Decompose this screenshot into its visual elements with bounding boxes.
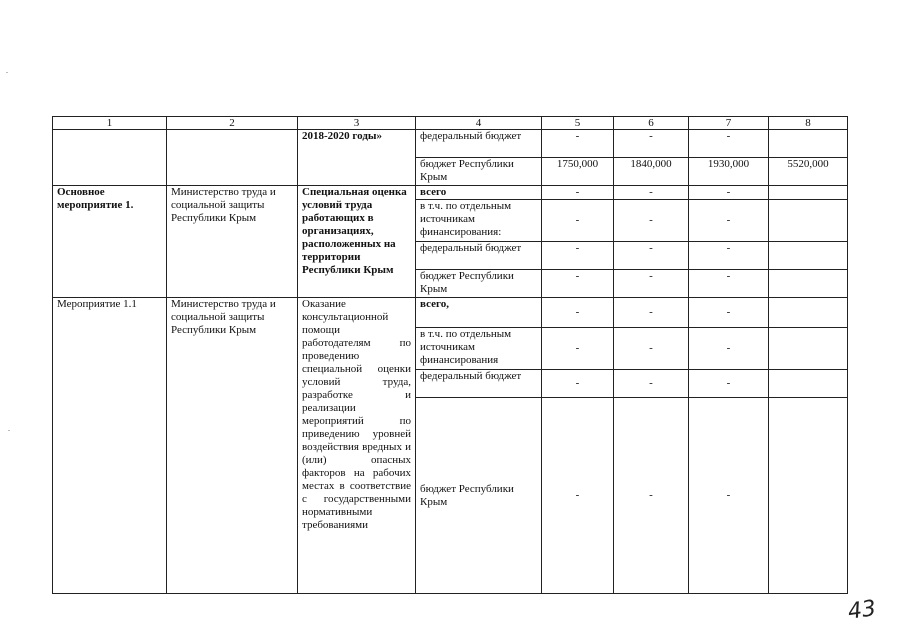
value-cell — [769, 200, 848, 242]
scan-speck — [8, 430, 10, 431]
value-cell: - — [542, 270, 614, 298]
handwritten-page-number: 43 — [846, 596, 878, 625]
executor-cell — [167, 130, 298, 186]
funding-source-cell: бюджет Республики Крым — [416, 398, 542, 594]
value-cell: - — [689, 370, 769, 398]
value-cell: 5520,000 — [769, 158, 848, 186]
value-cell: - — [614, 130, 689, 158]
measure-title-cell: Специальная оценка условий труда работающих в организациях, расположенных на территории Республики Крым — [298, 186, 416, 298]
value-cell: - — [689, 398, 769, 594]
value-cell: - — [542, 298, 614, 328]
value-cell — [769, 186, 848, 200]
scan-speck — [6, 72, 8, 73]
value-cell: - — [542, 370, 614, 398]
value-cell — [769, 398, 848, 594]
funding-source-cell: всего, — [416, 298, 542, 328]
value-cell: - — [689, 298, 769, 328]
value-cell: - — [689, 186, 769, 200]
value-cell: - — [614, 398, 689, 594]
value-cell: 1750,000 — [542, 158, 614, 186]
value-cell — [769, 270, 848, 298]
value-cell: - — [614, 370, 689, 398]
funding-source-cell: федеральный бюджет — [416, 370, 542, 398]
funding-source-cell: в т.ч. по отдельным источникам финансирования — [416, 328, 542, 370]
measure-title-cell: 2018-2020 годы» — [298, 130, 416, 186]
program-financing-table — [52, 116, 848, 594]
value-cell: - — [689, 242, 769, 270]
funding-source-cell: всего — [416, 186, 542, 200]
value-cell: - — [614, 186, 689, 200]
column-number: 4 — [416, 117, 542, 130]
measure-title-cell: Оказание консультационной помощи работодателям по проведению специальной оценки условий труда, разработке и реализации мероприятий по приведению уровней воздействия вредных и (или) опасных факторов на рабочих местах в соответствие с государственными нормативными требованиями — [298, 298, 416, 594]
column-number: 3 — [298, 117, 416, 130]
value-cell — [769, 370, 848, 398]
table-row — [53, 186, 848, 200]
value-cell: - — [614, 328, 689, 370]
column-number: 5 — [542, 117, 614, 130]
value-cell: 1840,000 — [614, 158, 689, 186]
value-cell: - — [689, 130, 769, 158]
value-cell: - — [542, 186, 614, 200]
value-cell — [769, 298, 848, 328]
value-cell — [769, 242, 848, 270]
measure-name-cell: Мероприятие 1.1 — [53, 298, 167, 594]
executor-cell: Министерство труда и социальной защиты Республики Крым — [167, 186, 298, 298]
executor-cell: Министерство труда и социальной защиты Республики Крым — [167, 298, 298, 594]
column-number: 1 — [53, 117, 167, 130]
value-cell: - — [614, 298, 689, 328]
funding-source-cell: федеральный бюджет — [416, 242, 542, 270]
value-cell: - — [689, 328, 769, 370]
table-row — [53, 298, 848, 328]
value-cell: - — [689, 270, 769, 298]
value-cell — [769, 328, 848, 370]
measure-name-cell: Основное мероприятие 1. — [53, 186, 167, 298]
measure-name-cell — [53, 130, 167, 186]
value-cell: - — [614, 242, 689, 270]
column-number: 6 — [614, 117, 689, 130]
value-cell: - — [542, 242, 614, 270]
funding-source-cell: бюджет Республики Крым — [416, 158, 542, 186]
table-row — [53, 130, 848, 158]
value-cell: - — [542, 200, 614, 242]
value-cell: - — [689, 200, 769, 242]
funding-source-cell: федеральный бюджет — [416, 130, 542, 158]
value-cell: 1930,000 — [689, 158, 769, 186]
value-cell: - — [542, 398, 614, 594]
funding-source-cell: бюджет Республики Крым — [416, 270, 542, 298]
column-number: 8 — [769, 117, 848, 130]
column-number: 2 — [167, 117, 298, 130]
value-cell: - — [542, 130, 614, 158]
value-cell: - — [542, 328, 614, 370]
value-cell — [769, 130, 848, 158]
funding-source-cell: в т.ч. по отдельным источникам финансирования: — [416, 200, 542, 242]
value-cell: - — [614, 200, 689, 242]
column-number-row — [53, 117, 848, 130]
column-number: 7 — [689, 117, 769, 130]
value-cell: - — [614, 270, 689, 298]
